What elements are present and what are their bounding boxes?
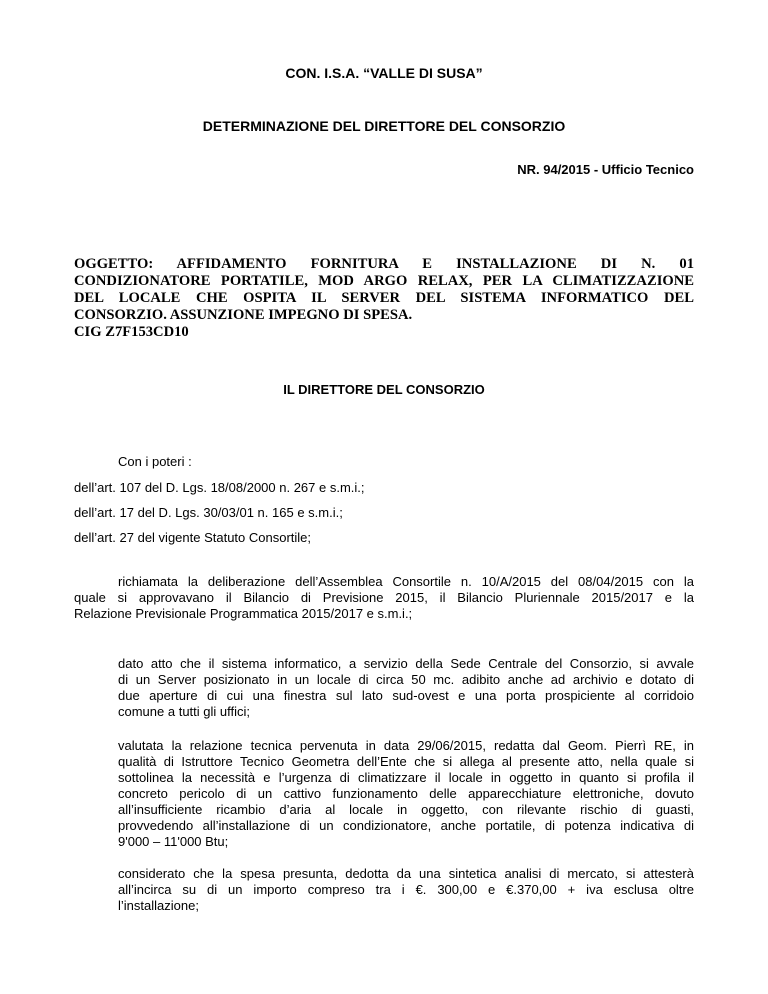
subject-line: DEL LOCALE CHE OSPITA IL SERVER DEL SISTEMA INFORMATICO DEL [74, 290, 694, 306]
subject-line: OGGETTO: AFFIDAMENTO FORNITURA E INSTALLAZIONE DI N. 01 [74, 256, 694, 272]
valutata-paragraph [118, 738, 694, 850]
considerato-paragraph [118, 866, 694, 914]
powers-item: dell’art. 17 del D. Lgs. 30/03/01 n. 165 e s.m.i.; [74, 505, 343, 520]
paragraph-line: qualità di Istruttore Tecnico Geometra dell’Ente che si allega al presente atto, nella quale si [118, 754, 694, 769]
paragraph-line: due aperture di cui una finestra sul lato sud-ovest e una porta prospiciente al corridoio [118, 688, 694, 703]
paragraph-line: valutata la relazione tecnica pervenuta in data 29/06/2015, redatta dal Geom. Pierrì RE, in [118, 738, 694, 753]
paragraph-line: richiamata la deliberazione dell’Assemblea Consortile n. 10/A/2015 del 08/04/2015 con la [118, 574, 694, 589]
paragraph-line: quale si approvavano il Bilancio di Previsione 2015, il Bilancio Pluriennale 2015/2017 e la [74, 590, 694, 605]
paragraph-line: considerato che la spesa presunta, dedotta da una sintetica analisi di mercato, si attesterà [118, 866, 694, 881]
document-title: DETERMINAZIONE DEL DIRETTORE DEL CONSORZIO [202, 118, 566, 134]
paragraph-line: all’insufficiente ricambio d’aria al locale in oggetto, con rilevante rischio di guasti, [118, 802, 694, 817]
powers-item: dell’art. 107 del D. Lgs. 18/08/2000 n. 267 e s.m.i.; [74, 480, 365, 495]
paragraph-line: concreto pericolo di un cattivo funzionamento delle apparecchiature elettroniche, dovuto [118, 786, 694, 801]
paragraph-line: 9'000 – 11'000 Btu; [118, 834, 229, 849]
dato-atto-paragraph [118, 656, 694, 720]
paragraph-line: sottolinea la necessità e l’urgenza di climatizzare il locale in oggetto in quanto si profila il [118, 770, 694, 785]
paragraph-line: comune a tutti gli uffici; [118, 704, 250, 719]
subject-line: CONSORZIO. ASSUNZIONE IMPEGNO DI SPESA. [74, 307, 413, 323]
richiamata-paragraph [74, 574, 694, 622]
paragraph-line: provvedendo all’installazione di un condizionatore, anche portatile, di potenza indicativa di [118, 818, 694, 833]
determination-number: NR. 94/2015 - Ufficio Tecnico [517, 162, 694, 177]
powers-item: dell’art. 27 del vigente Statuto Consortile; [74, 530, 312, 545]
subject-line: CONDIZIONATORE PORTATILE, MOD ARGO RELAX, PER LA CLIMATIZZAZIONE [74, 273, 694, 289]
paragraph-line: Relazione Previsionale Programmatica 2015/2017 e s.m.i.; [74, 606, 413, 621]
director-heading: IL DIRETTORE DEL CONSORZIO [283, 382, 485, 397]
paragraph-line: l’installazione; [118, 898, 199, 913]
powers-intro: Con i poteri : [118, 454, 192, 469]
paragraph-line: di un Server posizionato in un locale di circa 50 mc. adibito anche ad archivio e dotato di [118, 672, 694, 687]
organization-name: CON. I.S.A. “VALLE DI SUSA” [285, 65, 483, 81]
paragraph-line: dato atto che il sistema informatico, a servizio della Sede Centrale del Consorzio, si avvale [118, 656, 694, 671]
subject-block [74, 256, 694, 341]
cig-code: CIG Z7F153CD10 [74, 324, 189, 340]
paragraph-line: all’incirca su di un importo compreso tra i €. 300,00 e €.370,00 + iva esclusa oltre [118, 882, 694, 897]
